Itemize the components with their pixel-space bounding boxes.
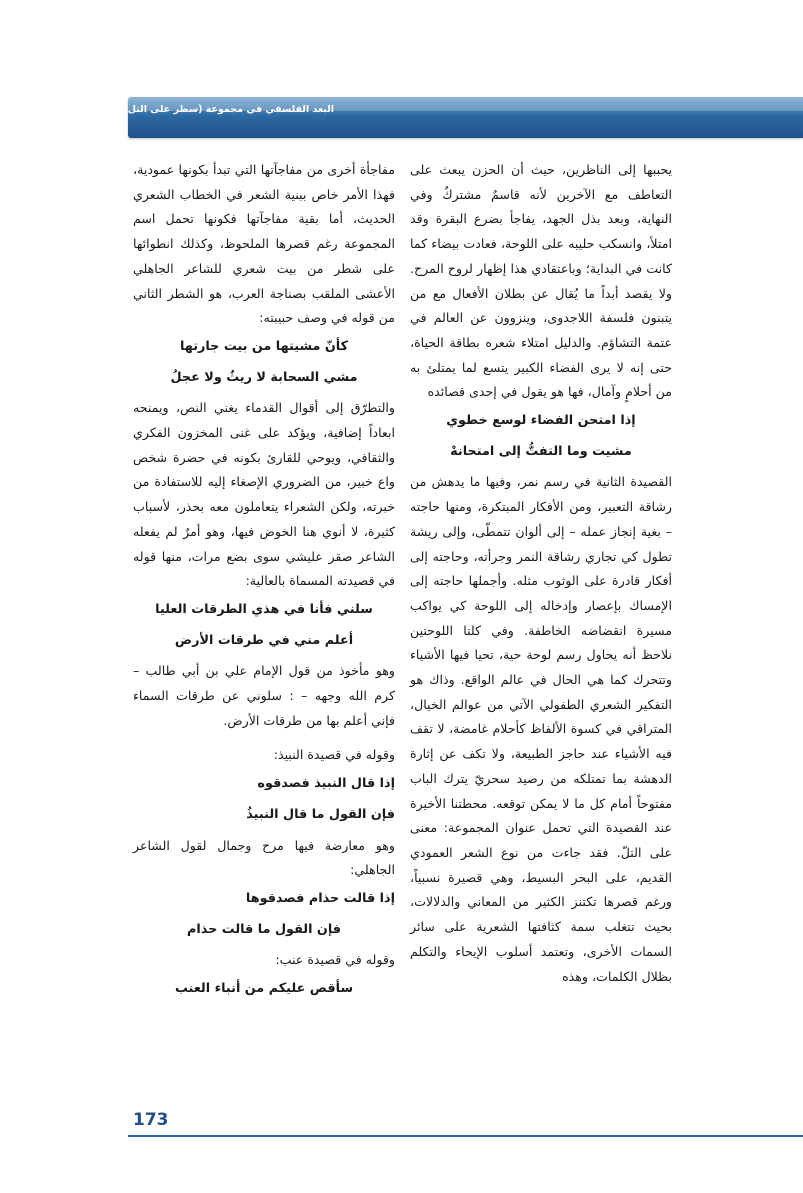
running-header-title: البعد الفلسفي في مجموعة (سطر على التل) xyxy=(123,104,334,115)
verse-line: أعلم مني في طرقات الأرض xyxy=(174,632,354,648)
body-paragraph: مفاجأة أخرى من مفاجآتها التي تبدأ بكونها عمودية، فهذا الأمر خاص ببنية الشعر في الخطاب الشعري الحديث، أما بقية مفاجآتها فكونها تحمل اسم المجموعة رغم قصرها الملحوظ، وكذلك انطوائها على شطر من بيت شعري للشاعر الجاهلي الأعشى الملقب بصناجة العرب، هو الشطر الثاني من قوله في وصف حبيبته: xyxy=(133,162,395,326)
body-paragraph: وقوله في قصيدة عنب: xyxy=(275,952,395,968)
right-text-column xyxy=(410,158,672,989)
body-paragraph: وهو مأخوذ من قول الإمام علي بن أبي طالب – كرم الله وجهه – : سلوني عن طرقات السماء فإني أعلم بها من طرقات الأرض. xyxy=(133,663,395,728)
verse-line: إذا قال النبيذ فصدقوه xyxy=(257,776,395,792)
verse-line: إذا امتحن الفضاء لوسع خطوي xyxy=(446,413,636,429)
verse-line: مشيت وما التفتُّ إلى امتحانهْ xyxy=(450,443,632,459)
body-paragraph: القصيدة الثانية في رسم نمر، وفيها ما يدهش من رشاقة التعبير، ومن الأفكار المبتكرة، ومنها حاجته – بغية إنجاز عمله – إلى ألوان تتمطّى، وإلى ريشة تطول كي تجاري رشاقة النمر وجرأته، وحاجته إلى أفكار قادرة على الوثوب مثله. وأجملها حاجته إلى الإمساك بإعصار وإدخاله إلى اللوحة كي يواكب مسيرة انقضاضه الخاطفة. وفي كلتا اللوحتين نلاحظ أنه يحاول رسم لوحة حية، تحيا فيها الأشياء وتتحرك كما هي الحال في عالم الواقع. وذاك هو التفكير الشعري الطفولي الآتي من عوالم الخيال، المتراقي في كسوة الألفاظ كأحلام غامضة، لا تقف فيه الأشياء عند حاجز الطبيعة، ولا تكف عن إثارة الدهشة بما تمتلكه من رصيد سحريّ يترك الباب مفتوحاً أمام كل ما لا يمكن توقعه. محطتنا الأخيرة عند القصيدة التي تحمل عنوان المجموعة: معنى على التلّ. فقد جاءت من نوع الشعر العمودي القديم، على البحر البسيط، وهي قصيرة نسبياً، ورغم قصرها تكتنز الكثير من المعاني والدلالات، بحيث تتغلب سمة كثافتها الشعرية على سائر السمات الأخرى، وتعتمد أسلوب الإيحاء والتكلم بظلال الكلمات، وهذه xyxy=(410,474,672,984)
left-text-column xyxy=(133,158,395,1008)
verse-line: سأقص عليكم من أنباء العنب xyxy=(174,981,354,997)
verse-line: فإن القول ما قال النبيذُ xyxy=(246,806,395,822)
verse-line: إذا قالت حذام فصدقوها xyxy=(245,890,395,906)
body-paragraph: وقوله في قصيدة النبيذ: xyxy=(273,747,395,763)
verse-line: سلني فأنا في هذي الطرقات العليا xyxy=(155,601,373,617)
body-paragraph: يحببها إلى الناظرين، حيث أن الحزن يبعث على التعاطف مع الآخرين لأنه قاسمٌ مشتركٌ وفي النهاية، وبعد بذل الجهد، يفاجأ بضرع البقرة وقد امتلأ، وانسكب حليبه على اللوحة، فعادت بيضاء كما كانت في البداية؛ وباعتقادي هذا إظهار لروح المرح. ولا يقصد أبداً ما يُقال عن بطلان الأفعال مع من يتبنون فلسفة اللاجدوى، وينزوون عن العالم في عتمة التشاؤم. والدليل امتلاء شعره بطاقة الحياة، حتى إنه لا يرى الفضاء الكبير يتسع لما يمتلئ به من أحلامٍ وآمال، فها هو يقول في إحدى قصائده xyxy=(410,162,672,400)
verse-line: فإن القول ما قالت حذام xyxy=(186,921,342,937)
footer-divider xyxy=(128,1135,803,1137)
body-paragraph: وهو معارضة فيها مرح وجمال لقول الشاعر الجاهلي: xyxy=(133,837,395,878)
page-number: 173 xyxy=(133,1110,169,1130)
verse-line: كأنّ مشيتها من بيت جارتها xyxy=(179,338,349,354)
verse-line: مشي السحابة لا ريثٌ ولا عجلُ xyxy=(170,369,358,385)
body-paragraph: والتطرّق إلى أقوال القدماء يغني النص، ويمنحه ابعاداً إضافية، ويؤكد على غنى المخزون الفكري والثقافي، ويوحي للقارئ بكونه في حضرة شخص واع خبير، من الضروري الإصغاء إليه للاستفادة من خبرته، ولكن الشعراء يتعاملون معه بحذر، لأسباب كثيرة، لا أنوي هنا الخوض فيها، وهو أمرٌ لم يفعله الشاعر صقر عليشي سوى بضع مرات، منها قوله في قصيدته المسماة بالعالية: xyxy=(133,400,395,589)
